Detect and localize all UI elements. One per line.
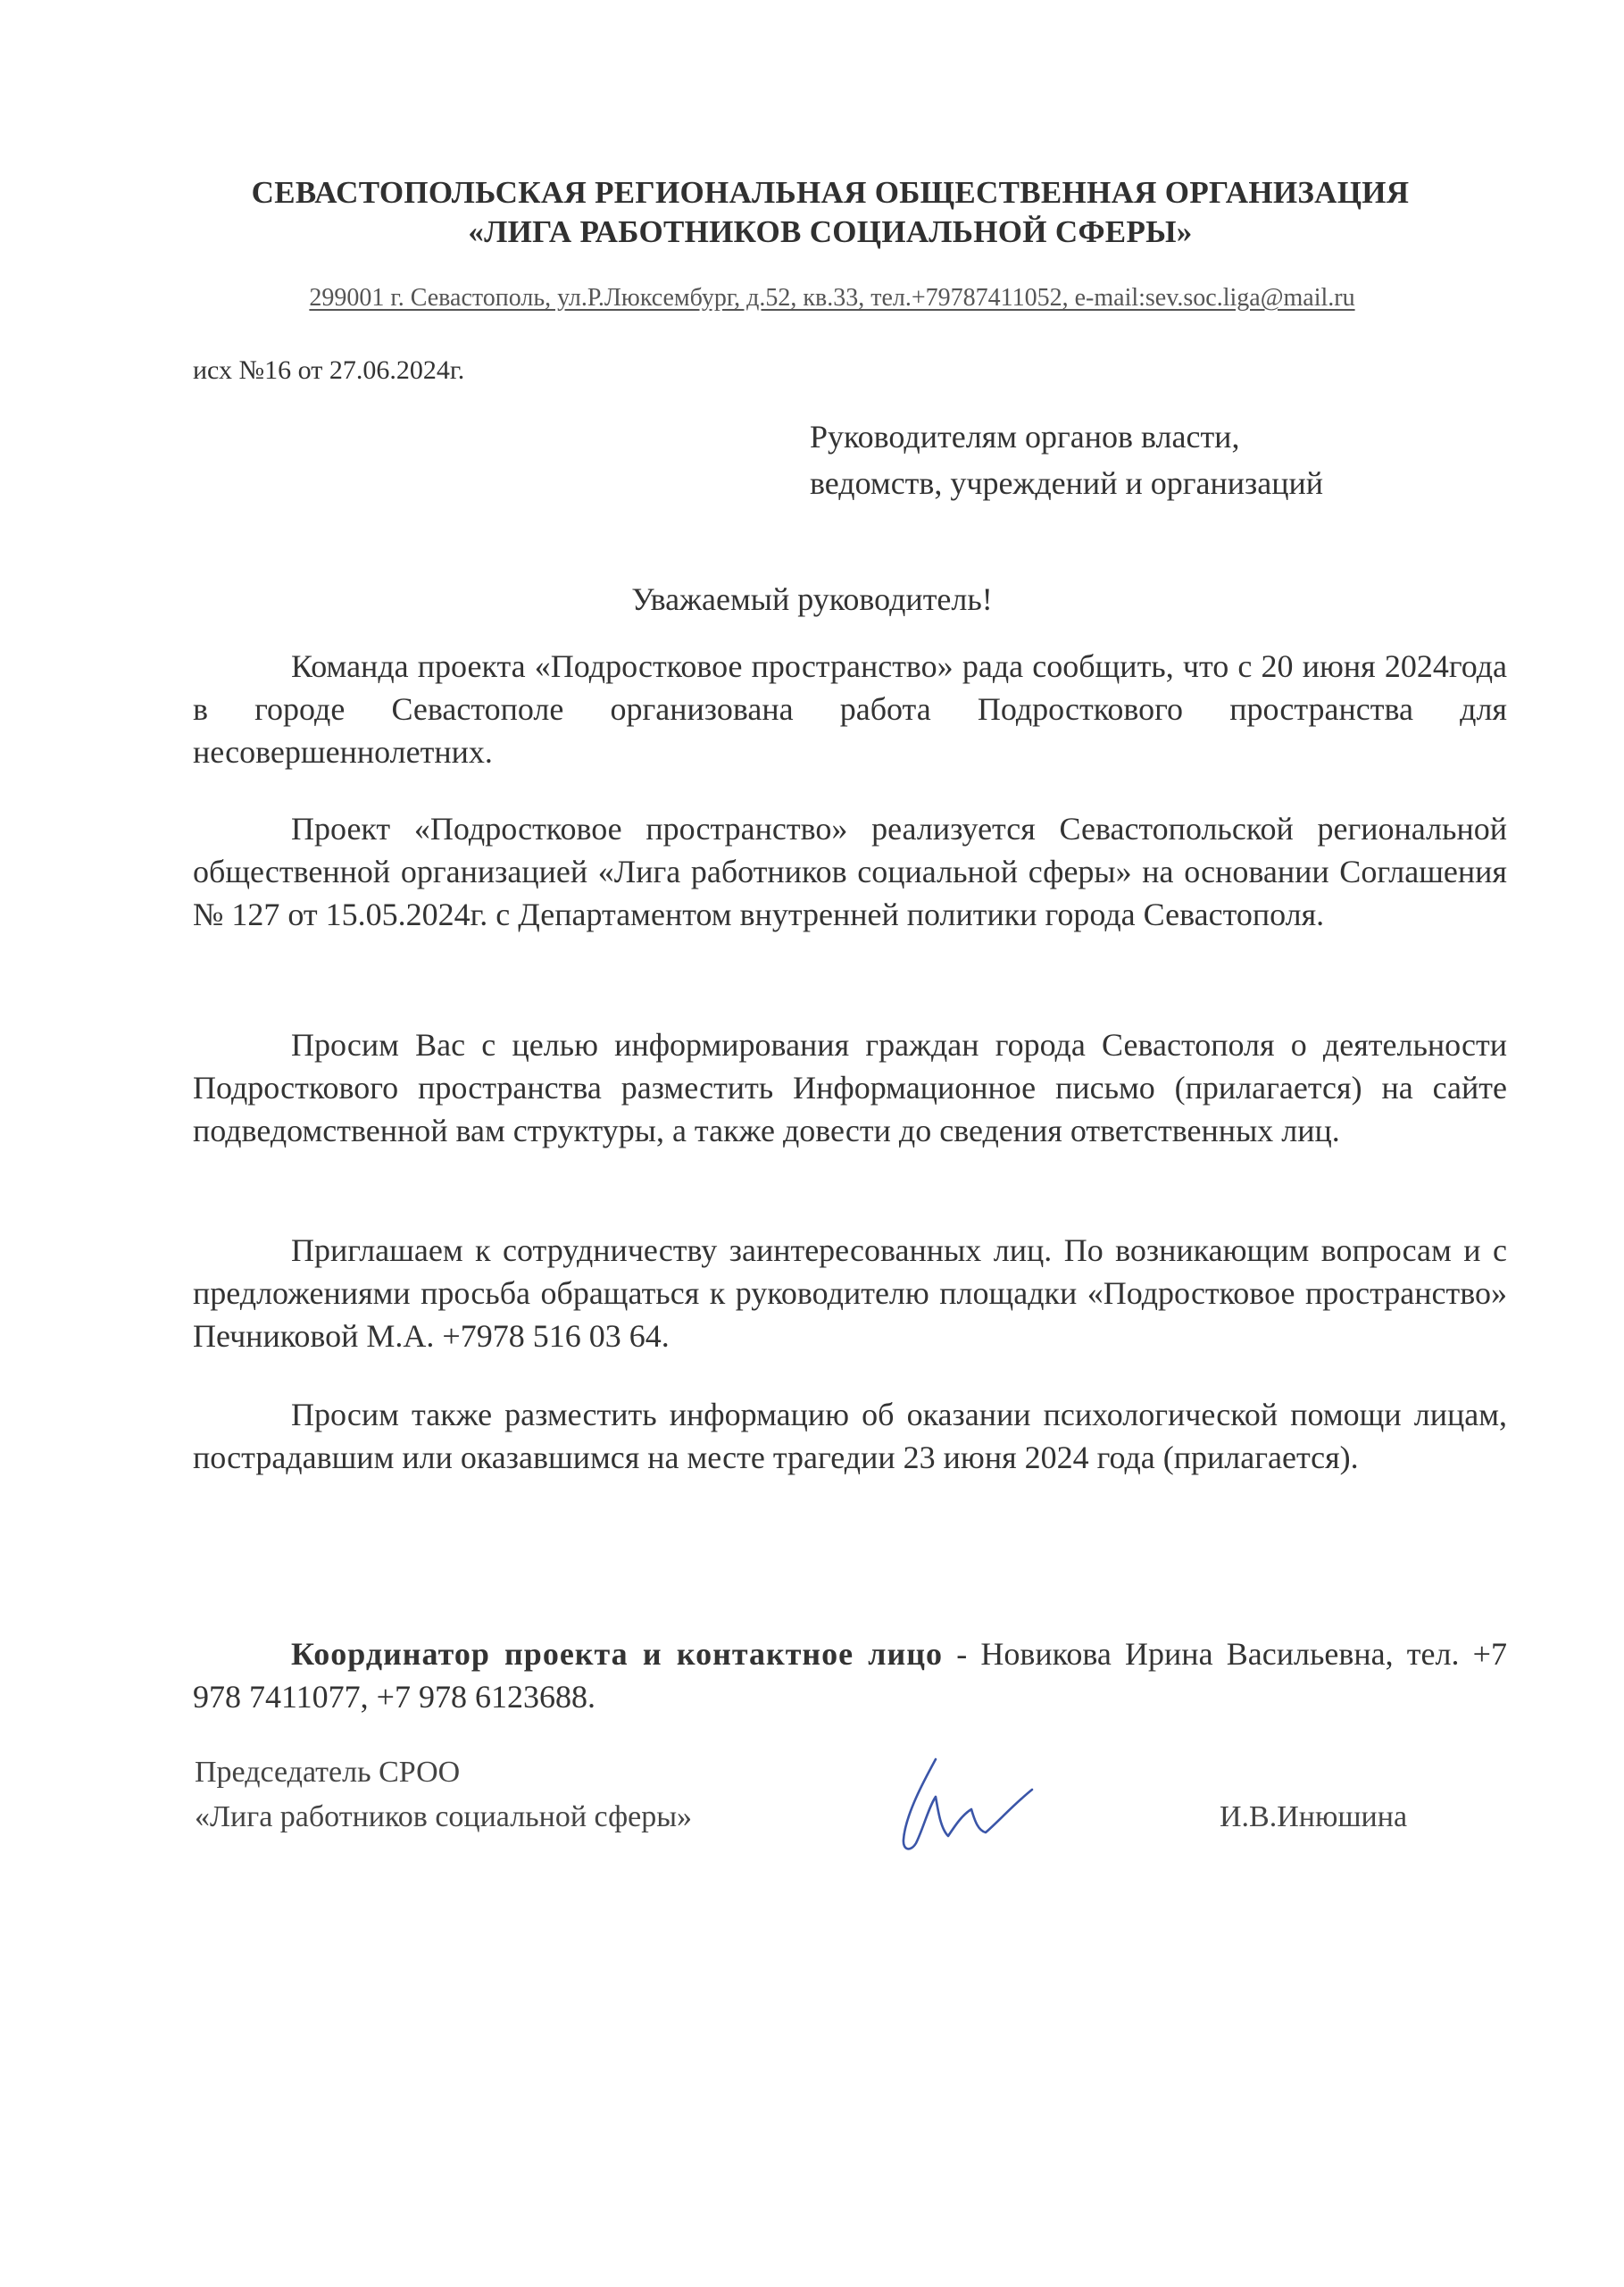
org-address: 299001 г. Севастополь, ул.Р.Люксембург, д.52, кв.33, тел.+79787411052, e-mail:sev.soc.liga@mail.ru: [309, 284, 1355, 312]
body-paragraph-1: Команда проекта «Подростковое пространство» рада сообщить, что с 20 июня 2024года в городе Севастополе организована работа Подросткового пространства для несовершеннолетних.: [193, 648, 1507, 770]
coordinator-label: Координатор проекта и контактное лицо: [291, 1636, 943, 1672]
body-paragraph-3: Просим Вас с целью информирования граждан города Севастополя о деятельности Подросткового пространства разместить Информационное письмо (прилагается) на сайте подведомственной вам структуры, а также довести до сведения ответственных лиц.: [193, 1027, 1507, 1148]
org-name-line2: «ЛИГА РАБОТНИКОВ СОЦИАЛЬНОЙ СФЕРЫ»: [468, 214, 1193, 249]
signer-name: И.В.Инюшина: [1220, 1800, 1408, 1833]
signatory-position-line2: «Лига работников социальной сферы»: [195, 1800, 693, 1833]
recipient-line1: Руководителям органов власти,: [810, 419, 1240, 455]
outgoing-reference: исх №16 от 27.06.2024г.: [193, 355, 465, 385]
coordinator-details: - Новикова Ирина Васильевна, тел. +7 978 7411077, +7 978 6123688.: [193, 1636, 1507, 1715]
coordinator-contact: [193, 1632, 1507, 1718]
org-name-line1: СЕВАСТОПОЛЬСКАЯ РЕГИОНАЛЬНАЯ ОБЩЕСТВЕННАЯ ОРГАНИЗАЦИЯ: [251, 175, 1410, 210]
body-paragraph-5: Просим также разместить информацию об оказании психологической помощи лицам, пострадавшим или оказавшимся на месте трагедии 23 июня 2024 года (прилагается).: [193, 1397, 1507, 1475]
body-paragraph-2: Проект «Подростковое пространство» реализуется Севастопольской региональной общественной организацией «Лига работников социальной сферы» на основании Соглашения № 127 от 15.05.2024г. с Департаментом внутренней политики города Севастополя.: [193, 811, 1507, 932]
body-paragraph-4: Приглашаем к сотрудничеству заинтересованных лиц. По возникающим вопросам и с предложениями просьба обращаться к руководителю площадки «Подростковое пространство» Печниковой М.А. +7978 516 03 64.: [193, 1232, 1507, 1354]
recipient-line2: ведомств, учреждений и организаций: [810, 465, 1323, 501]
signatory-position-line1: Председатель СРОО: [195, 1756, 461, 1789]
salutation: Уважаемый руководитель!: [631, 581, 993, 617]
handwritten-signature-icon: [889, 1743, 1041, 1859]
